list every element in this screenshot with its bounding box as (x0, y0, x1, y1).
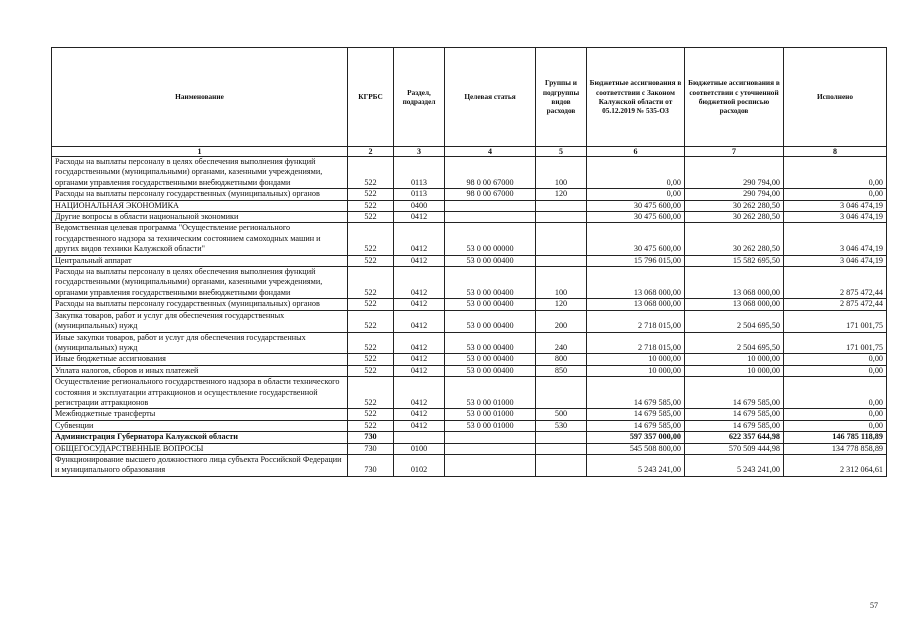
row-executed-amount: 3 046 474,19 (784, 255, 887, 266)
table-row (52, 299, 887, 310)
row-name: Другие вопросы в области национальной экономики (52, 212, 348, 223)
row-name: Расходы на выплаты персоналу государственных (муниципальных) органов (52, 189, 348, 200)
row-refined-amount: 13 068 000,00 (685, 299, 784, 310)
row-name: Функционирование высшего должностного лица субъекта Российской Федерации и муниципального образования (52, 454, 348, 476)
row-kgrbs: 522 (348, 409, 394, 420)
row-group: 100 (536, 267, 587, 299)
header-kgrbs: КГРБС (348, 48, 394, 147)
row-group: 850 (536, 365, 587, 376)
row-refined-amount: 10 000,00 (685, 354, 784, 365)
table-row (52, 255, 887, 266)
row-refined-amount: 570 509 444,98 (685, 443, 784, 454)
row-target: 98 0 00 67000 (445, 189, 536, 200)
row-group (536, 255, 587, 266)
row-name: Иные бюджетные ассигнования (52, 354, 348, 365)
column-number: 2 (348, 147, 394, 157)
row-target: 53 0 00 00400 (445, 267, 536, 299)
row-target: 53 0 00 01000 (445, 377, 536, 409)
row-razdel: 0102 (394, 454, 445, 476)
row-target: 53 0 00 00400 (445, 365, 536, 376)
row-target: 53 0 00 01000 (445, 420, 536, 431)
row-executed-amount: 3 046 474,19 (784, 223, 887, 255)
column-number: 7 (685, 147, 784, 157)
row-kgrbs: 522 (348, 332, 394, 354)
header-row (52, 48, 887, 147)
row-group: 100 (536, 157, 587, 189)
row-law-amount: 13 068 000,00 (587, 267, 685, 299)
row-refined-amount: 14 679 585,00 (685, 420, 784, 431)
row-law-amount: 597 357 000,00 (587, 432, 685, 443)
row-razdel: 0412 (394, 409, 445, 420)
row-kgrbs: 522 (348, 420, 394, 431)
row-law-amount: 10 000,00 (587, 354, 685, 365)
row-kgrbs: 522 (348, 157, 394, 189)
row-kgrbs: 522 (348, 354, 394, 365)
table-row (52, 454, 887, 476)
row-razdel: 0412 (394, 310, 445, 332)
header-law: Бюджетные ассигнования в соответствии с Законом Калужской области от 05.12.2019 № 535-ОЗ (587, 48, 685, 147)
row-name: Осуществление регионального государственного надзора в области технического состояния и эксплуатации аттракционов и осуществление государственной регистрации аттракционов (52, 377, 348, 409)
row-kgrbs: 522 (348, 189, 394, 200)
table-row (52, 409, 887, 420)
header-target: Целевая статья (445, 48, 536, 147)
row-target: 53 0 00 00400 (445, 310, 536, 332)
row-razdel: 0412 (394, 365, 445, 376)
row-group: 500 (536, 409, 587, 420)
row-kgrbs: 730 (348, 454, 394, 476)
row-razdel: 0400 (394, 200, 445, 211)
row-executed-amount: 0,00 (784, 409, 887, 420)
row-law-amount: 2 718 015,00 (587, 310, 685, 332)
row-executed-amount: 3 046 474,19 (784, 212, 887, 223)
header-groups: Группы и подгруппы видов расходов (536, 48, 587, 147)
row-group (536, 454, 587, 476)
row-kgrbs: 522 (348, 267, 394, 299)
row-executed-amount: 3 046 474,19 (784, 200, 887, 211)
row-name: ОБЩЕГОСУДАРСТВЕННЫЕ ВОПРОСЫ (52, 443, 348, 454)
row-executed-amount: 0,00 (784, 354, 887, 365)
column-number: 4 (445, 147, 536, 157)
row-kgrbs: 522 (348, 310, 394, 332)
row-name: Закупка товаров, работ и услуг для обеспечения государственных (муниципальных) нужд (52, 310, 348, 332)
row-kgrbs: 522 (348, 365, 394, 376)
column-number: 5 (536, 147, 587, 157)
column-number: 3 (394, 147, 445, 157)
row-razdel: 0113 (394, 157, 445, 189)
row-law-amount: 545 508 800,00 (587, 443, 685, 454)
row-executed-amount: 2 312 064,61 (784, 454, 887, 476)
row-kgrbs: 522 (348, 299, 394, 310)
row-name: Межбюджетные трансферты (52, 409, 348, 420)
row-refined-amount: 30 262 280,50 (685, 223, 784, 255)
table-row (52, 365, 887, 376)
table-row (52, 189, 887, 200)
row-law-amount: 14 679 585,00 (587, 420, 685, 431)
row-name: НАЦИОНАЛЬНАЯ ЭКОНОМИКА (52, 200, 348, 211)
row-refined-amount: 30 262 280,50 (685, 200, 784, 211)
row-target: 53 0 00 00400 (445, 299, 536, 310)
row-name: Иные закупки товаров, работ и услуг для обеспечения государственных (муниципальных) нужд (52, 332, 348, 354)
page-number: 57 (870, 601, 878, 610)
row-target (445, 443, 536, 454)
row-razdel: 0412 (394, 332, 445, 354)
row-law-amount: 30 475 600,00 (587, 200, 685, 211)
row-target: 53 0 00 00400 (445, 332, 536, 354)
row-kgrbs: 522 (348, 255, 394, 266)
row-razdel: 0412 (394, 255, 445, 266)
row-law-amount: 13 068 000,00 (587, 299, 685, 310)
row-group: 120 (536, 189, 587, 200)
table-row (52, 354, 887, 365)
row-razdel: 0412 (394, 223, 445, 255)
row-razdel (394, 432, 445, 443)
row-group (536, 223, 587, 255)
table-row (52, 432, 887, 443)
row-executed-amount: 171 001,75 (784, 332, 887, 354)
row-target: 98 0 00 67000 (445, 157, 536, 189)
row-executed-amount: 134 778 858,89 (784, 443, 887, 454)
row-refined-amount: 290 794,00 (685, 189, 784, 200)
row-law-amount: 15 796 015,00 (587, 255, 685, 266)
row-refined-amount: 290 794,00 (685, 157, 784, 189)
row-refined-amount: 15 582 695,50 (685, 255, 784, 266)
row-name: Администрация Губернатора Калужской области (52, 432, 348, 443)
row-law-amount: 0,00 (587, 189, 685, 200)
row-name: Ведомственная целевая программа "Осуществление регионального государственного надзора за техническим состоянием самоходных машин и других видов техники Калужской области" (52, 223, 348, 255)
row-refined-amount: 10 000,00 (685, 365, 784, 376)
row-executed-amount: 0,00 (784, 377, 887, 409)
row-refined-amount: 2 504 695,50 (685, 310, 784, 332)
table-row (52, 223, 887, 255)
header-razdel: Раздел, подраздел (394, 48, 445, 147)
table-row (52, 310, 887, 332)
row-kgrbs: 730 (348, 432, 394, 443)
row-razdel: 0412 (394, 377, 445, 409)
row-target: 53 0 00 00000 (445, 223, 536, 255)
table-row (52, 212, 887, 223)
row-law-amount: 14 679 585,00 (587, 377, 685, 409)
row-target (445, 200, 536, 211)
header-name: Наименование (52, 48, 348, 147)
row-refined-amount: 14 679 585,00 (685, 377, 784, 409)
row-group (536, 200, 587, 211)
table-row (52, 267, 887, 299)
row-razdel: 0100 (394, 443, 445, 454)
row-group: 240 (536, 332, 587, 354)
column-number: 6 (587, 147, 685, 157)
row-group: 120 (536, 299, 587, 310)
row-razdel: 0113 (394, 189, 445, 200)
row-razdel: 0412 (394, 354, 445, 365)
row-law-amount: 10 000,00 (587, 365, 685, 376)
row-target: 53 0 00 00400 (445, 255, 536, 266)
row-refined-amount: 13 068 000,00 (685, 267, 784, 299)
column-number: 8 (784, 147, 887, 157)
row-law-amount: 0,00 (587, 157, 685, 189)
row-group: 200 (536, 310, 587, 332)
column-number: 1 (52, 147, 348, 157)
row-law-amount: 5 243 241,00 (587, 454, 685, 476)
table-row (52, 157, 887, 189)
row-executed-amount: 0,00 (784, 189, 887, 200)
row-executed-amount: 146 785 118,89 (784, 432, 887, 443)
row-name: Расходы на выплаты персоналу в целях обеспечения выполнения функций государственными (муниципальными) органами, казенными учреждениями, органами управления государственными внебюджетными фондами (52, 157, 348, 189)
row-target: 53 0 00 01000 (445, 409, 536, 420)
row-refined-amount: 14 679 585,00 (685, 409, 784, 420)
row-kgrbs: 522 (348, 200, 394, 211)
row-group: 800 (536, 354, 587, 365)
table-row (52, 332, 887, 354)
row-law-amount: 2 718 015,00 (587, 332, 685, 354)
row-kgrbs: 522 (348, 223, 394, 255)
row-group (536, 212, 587, 223)
row-group (536, 377, 587, 409)
row-razdel: 0412 (394, 212, 445, 223)
header-executed: Исполнено (784, 48, 887, 147)
row-group (536, 432, 587, 443)
row-razdel: 0412 (394, 267, 445, 299)
table-row (52, 420, 887, 431)
row-executed-amount: 2 875 472,44 (784, 267, 887, 299)
row-executed-amount: 171 001,75 (784, 310, 887, 332)
row-refined-amount: 30 262 280,50 (685, 212, 784, 223)
row-razdel: 0412 (394, 420, 445, 431)
row-target (445, 454, 536, 476)
row-name: Уплата налогов, сборов и иных платежей (52, 365, 348, 376)
row-executed-amount: 0,00 (784, 157, 887, 189)
table-row (52, 443, 887, 454)
row-razdel: 0412 (394, 299, 445, 310)
row-name: Центральный аппарат (52, 255, 348, 266)
column-number-row (52, 147, 887, 157)
row-name: Расходы на выплаты персоналу государственных (муниципальных) органов (52, 299, 348, 310)
row-kgrbs: 522 (348, 212, 394, 223)
row-law-amount: 30 475 600,00 (587, 223, 685, 255)
row-target (445, 212, 536, 223)
row-target: 53 0 00 00400 (445, 354, 536, 365)
row-kgrbs: 522 (348, 377, 394, 409)
row-refined-amount: 5 243 241,00 (685, 454, 784, 476)
row-refined-amount: 2 504 695,50 (685, 332, 784, 354)
row-group: 530 (536, 420, 587, 431)
row-executed-amount: 2 875 472,44 (784, 299, 887, 310)
row-group (536, 443, 587, 454)
row-executed-amount: 0,00 (784, 365, 887, 376)
row-kgrbs: 730 (348, 443, 394, 454)
row-executed-amount: 0,00 (784, 420, 887, 431)
row-law-amount: 14 679 585,00 (587, 409, 685, 420)
row-name: Расходы на выплаты персоналу в целях обеспечения выполнения функций государственными (муниципальными) органами, казенными учреждениями, органами управления государственными внебюджетными фондами (52, 267, 348, 299)
table-row (52, 200, 887, 211)
row-target (445, 432, 536, 443)
row-law-amount: 30 475 600,00 (587, 212, 685, 223)
row-refined-amount: 622 357 644,98 (685, 432, 784, 443)
row-name: Субвенции (52, 420, 348, 431)
budget-table (51, 47, 887, 477)
header-refined: Бюджетные ассигнования в соответствии с уточненной бюджетной росписью расходов (685, 48, 784, 147)
table-row (52, 377, 887, 409)
